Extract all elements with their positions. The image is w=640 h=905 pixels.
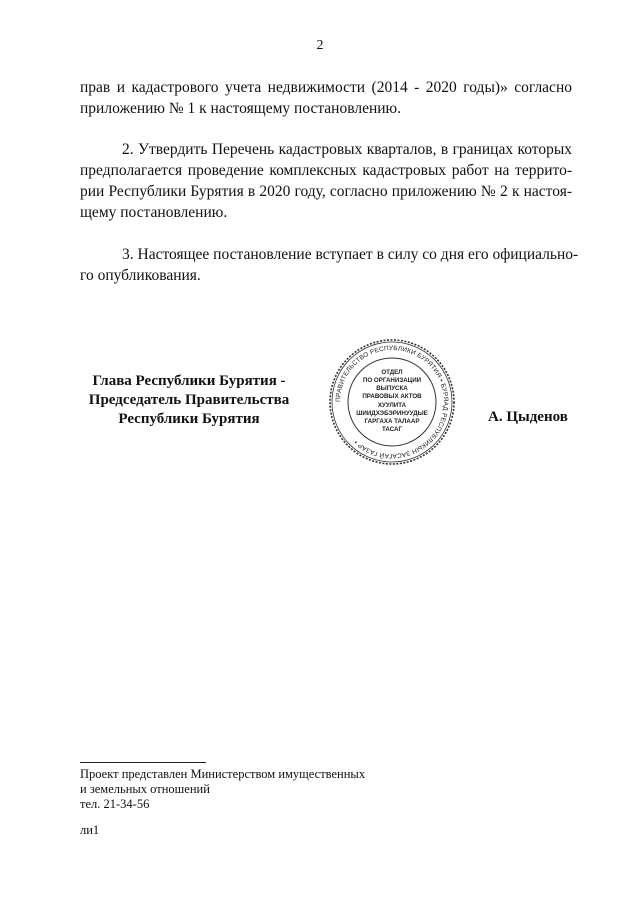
seal-center-line-6: ШИИДХЭБЭРИНУУДЫЕ [356,410,428,417]
document-code: ли1 [80,823,100,837]
paragraph-3-line-2: го опубликования. [80,267,201,284]
seal-center-line-4: ПРАВОВЫХ АКТОВ [362,393,422,400]
paragraph-2-line-2: предполагается проведение комплексных кадастровых работ на террито- [80,162,572,179]
official-seal [328,338,456,466]
signatory-title-line-2: Председатель Правительства [88,392,290,408]
seal-center-line-2: ПО ОРГАНИЗАЦИИ [362,377,422,384]
seal-center-line-8: ТАСАГ [382,426,402,433]
footnote-phone: тел. 21-34-56 [80,797,150,811]
paragraph-1-line-2: приложению № 1 к настоящему постановлению. [80,100,401,117]
seal-center-line-3: ВЫПУСКА [376,385,408,392]
seal-center-line-5: ХУУЛИТА [377,402,407,409]
signatory-title-line-1: Глава Республики Бурятия - [92,373,286,389]
page-number: 2 [316,38,324,53]
footnote-divider [80,762,206,763]
seal-center-line-1: ОТДЕЛ [381,369,403,376]
footnote-line-1: Проект представлен Министерством имущественных [80,767,366,781]
paragraph-2-line-3: рии Республики Бурятия в 2020 году, согласно приложению № 2 к настоя- [80,183,572,200]
signatory-title-line-3: Республики Бурятия [118,411,260,427]
paragraph-1-line-1: прав и кадастрового учета недвижимости (2014 - 2020 годы)» согласно [80,79,572,96]
signatory-name: А. Цыденов [488,409,568,425]
footnote-line-2: и земельных отношений [80,782,210,796]
paragraph-2-line-1: 2. Утвердить Перечень кадастровых кварталов, в границах которых [122,141,572,158]
paragraph-3-line-1: 3. Настоящее постановление вступает в силу со дня его официально- [122,246,579,263]
signatory-title [80,372,298,429]
seal-center-line-7: ГАРГАХА ТАЛААР [364,418,420,425]
paragraph-2-line-4: щему постановлению. [80,204,228,221]
seal-ring-text: ПРАВИТЕЛЬСТВО РЕСПУБЛИКИ БУРЯТИЯ • БУРЯАД РЕСПУБЛИКЫН ЗАСАГАЙ ГАЗАР • [334,344,450,460]
